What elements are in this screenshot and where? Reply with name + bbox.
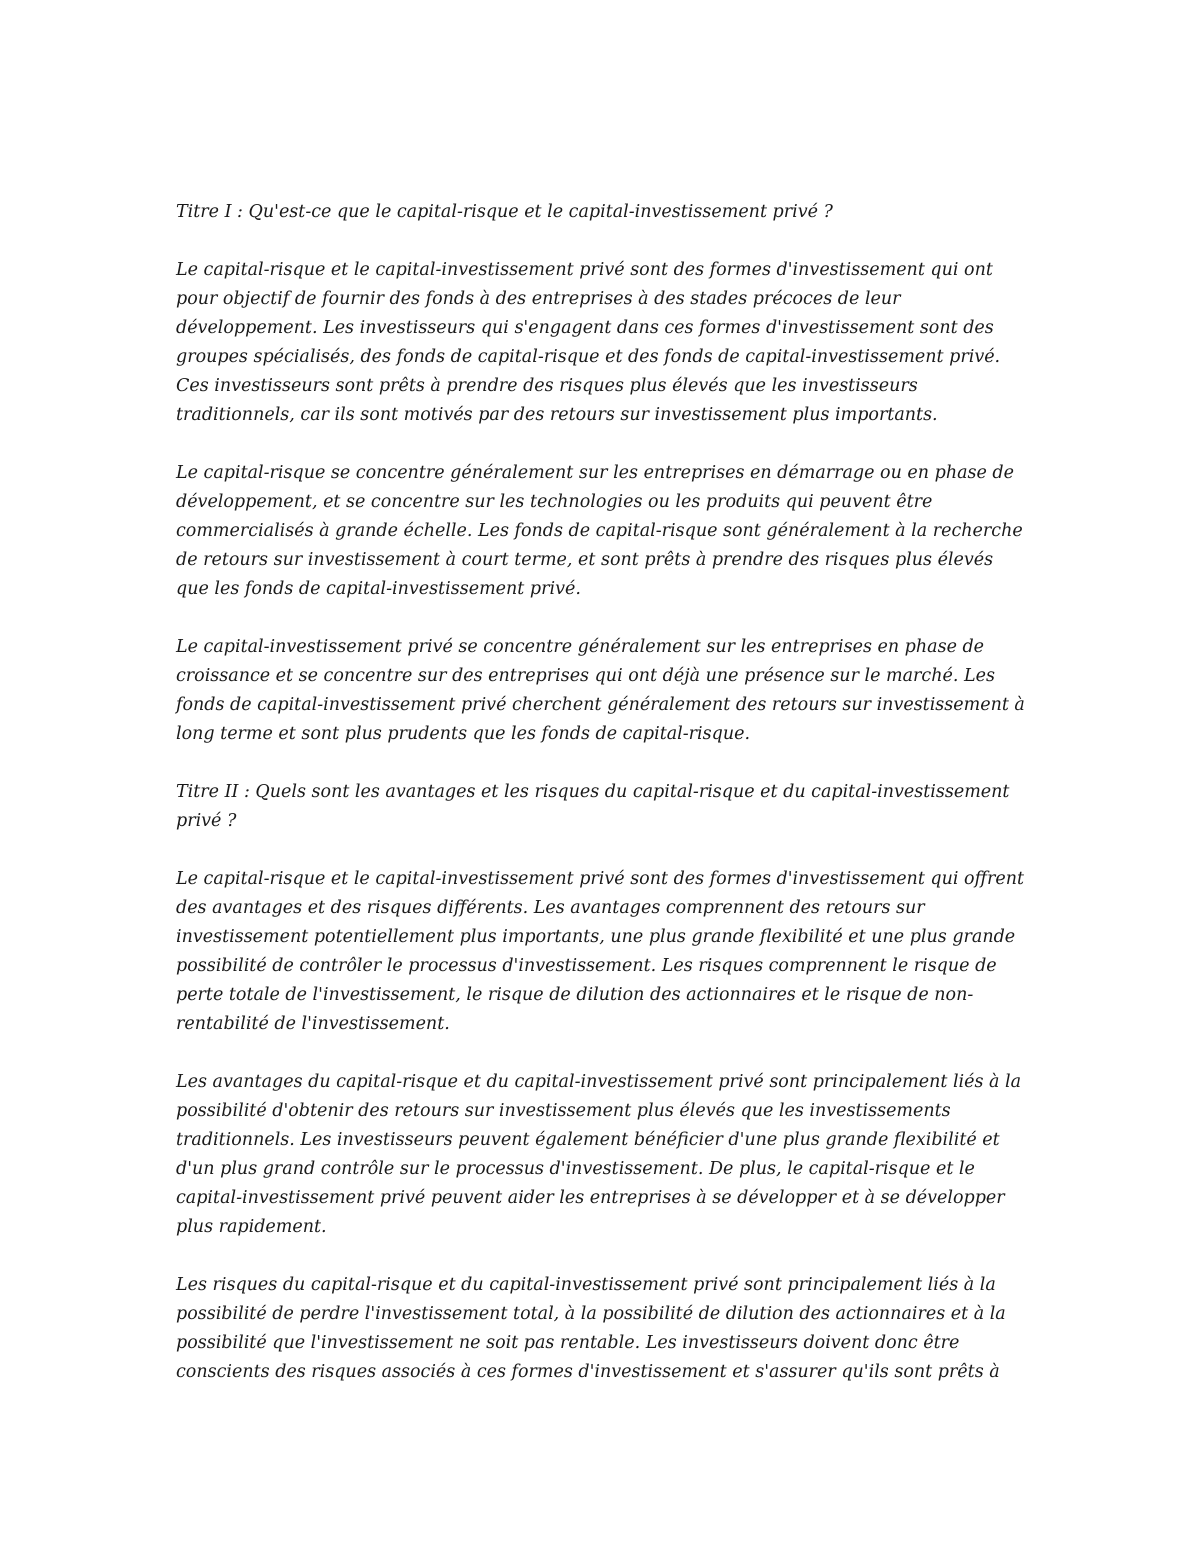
paragraph-5: Les avantages du capital-risque et du capital-investissement privé sont principalement liés à la possibilité d'obtenir des retours sur investissement plus élevés que les investissements traditionnels. Les investisseurs peuvent également bénéficier d'une plus grande flexibilité et d'un plus grand contrôle sur le processus d'investissement. De plus, le capital-risque et le capital-investissement privé peuvent aider les entreprises à se développer et à se développer plus rapidement.: [176, 1072, 1022, 1237]
paragraph-2: Le capital-risque se concentre généralement sur les entreprises en démarrage ou en phase de développement, et se concentre sur les technologies ou les produits qui peuvent être commercialisés à grande échelle. Les fonds de capital-risque sont généralement à la recherche de retours sur investissement à court terme, et sont prêts à prendre des risques plus élevés que les fonds de capital-investissement privé.: [176, 463, 1023, 599]
paragraph-6: Les risques du capital-risque et du capital-investissement privé sont principalement liés à la possibilité de perdre l'investissement total, à la possibilité de dilution des actionnaires et à la possibilité que l'investissement ne soit pas rentable. Les investisseurs doivent donc être conscients des risques associés à ces formes d'investissement et s'assurer qu'ils sont prêts à: [176, 1275, 1006, 1382]
paragraph-4: Le capital-risque et le capital-investissement privé sont des formes d'investissement qui offrent des avantages et des risques différents. Les avantages comprennent des retours sur investissement potentiellement plus importants, une plus grande flexibilité et une plus grande possibilité de contrôler le processus d'investissement. Les risques comprennent le risque de perte totale de l'investissement, le risque de dilution des actionnaires et le risque de non-rentabilité de l'investissement.: [176, 869, 1025, 1034]
section-title-1: Titre I : Qu'est-ce que le capital-risque et le capital-investissement privé ?: [176, 202, 833, 222]
paragraph-3: Le capital-investissement privé se concentre généralement sur les entreprises en phase de croissance et se concentre sur des entreprises qui ont déjà une présence sur le marché. Les fonds de capital-investissement privé cherchent généralement des retours sur investissement à long terme et sont plus prudents que les fonds de capital-risque.: [176, 637, 1025, 744]
section-title-2: Titre II : Quels sont les avantages et les risques du capital-risque et du capital-investissement privé ?: [176, 782, 1010, 831]
document-body: [176, 198, 1026, 1387]
paragraph-1: Le capital-risque et le capital-investissement privé sont des formes d'investissement qui ont pour objectif de fournir des fonds à des entreprises à des stades précoces de leur développement. Les investisseurs qui s'engagent dans ces formes d'investissement sont des groupes spécialisés, des fonds de capital-risque et des fonds de capital-investissement privé. Ces investisseurs sont prêts à prendre des risques plus élevés que les investisseurs traditionnels, car ils sont motivés par des retours sur investissement plus importants.: [176, 260, 1001, 425]
